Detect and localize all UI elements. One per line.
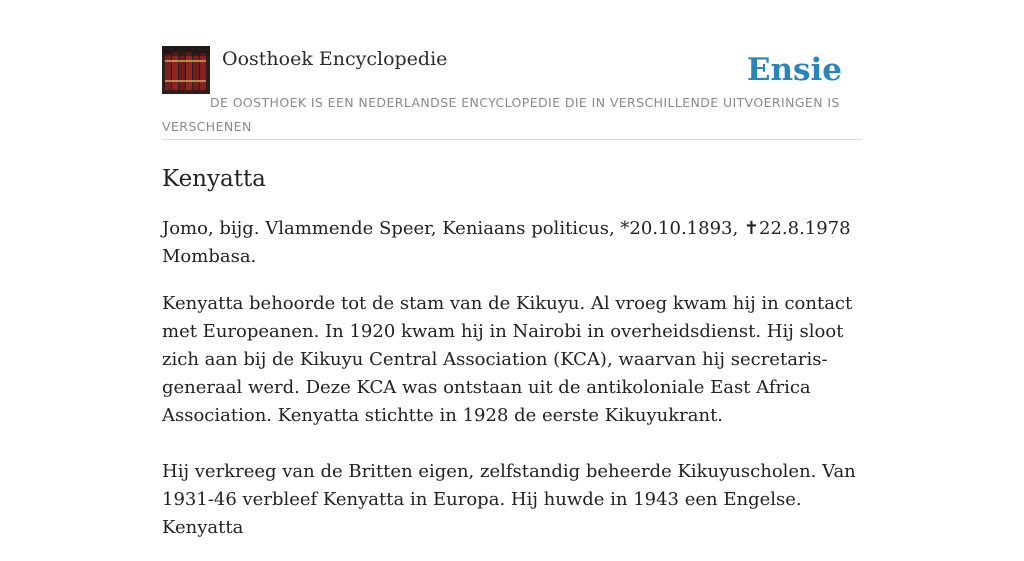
- article-paragraph: Hij verkreeg van de Britten eigen, zelfstandig beheerde Kikuyuscholen. Van 1931-46 verbleef Kenyatta in Europa. Hij huwde in 1943 een Engelse. Kenyatta: [162, 461, 856, 538]
- encyclopedia-books-icon: [162, 46, 210, 94]
- article: [162, 163, 872, 561]
- site-title[interactable]: Oosthoek Encyclopedie: [222, 48, 448, 70]
- article-paragraph: Jomo, bijg. Vlammende Speer, Keniaans politicus, *20.10.1893, ✝22.8.1978 Mombasa.: [162, 218, 851, 267]
- article-title: Kenyatta: [162, 166, 266, 192]
- ensie-logo-link[interactable]: Ensie: [746, 52, 842, 88]
- article-paragraph: Kenyatta behoorde tot de stam van de Kikuyu. Al vroeg kwam hij in contact met Europeanen. In 1920 kwam hij in Nairobi in overheidsdienst. Hij sloot zich aan bij de Kikuyu Central Association (KCA), waarvan hij secretaris-generaal werd. Deze KCA was ontstaan uit de antikoloniale East Africa Association. Kenyatta stichtte in 1928 de eerste Kikuyukrant.: [162, 293, 853, 426]
- site-avatar[interactable]: [162, 46, 210, 94]
- site-header: [162, 46, 862, 140]
- site-tagline: DE OOSTHOEK IS EEN NEDERLANDSE ENCYCLOPEDIE DIE IN VERSCHILLENDE UITVOERINGEN IS VERSCHENEN: [162, 95, 840, 134]
